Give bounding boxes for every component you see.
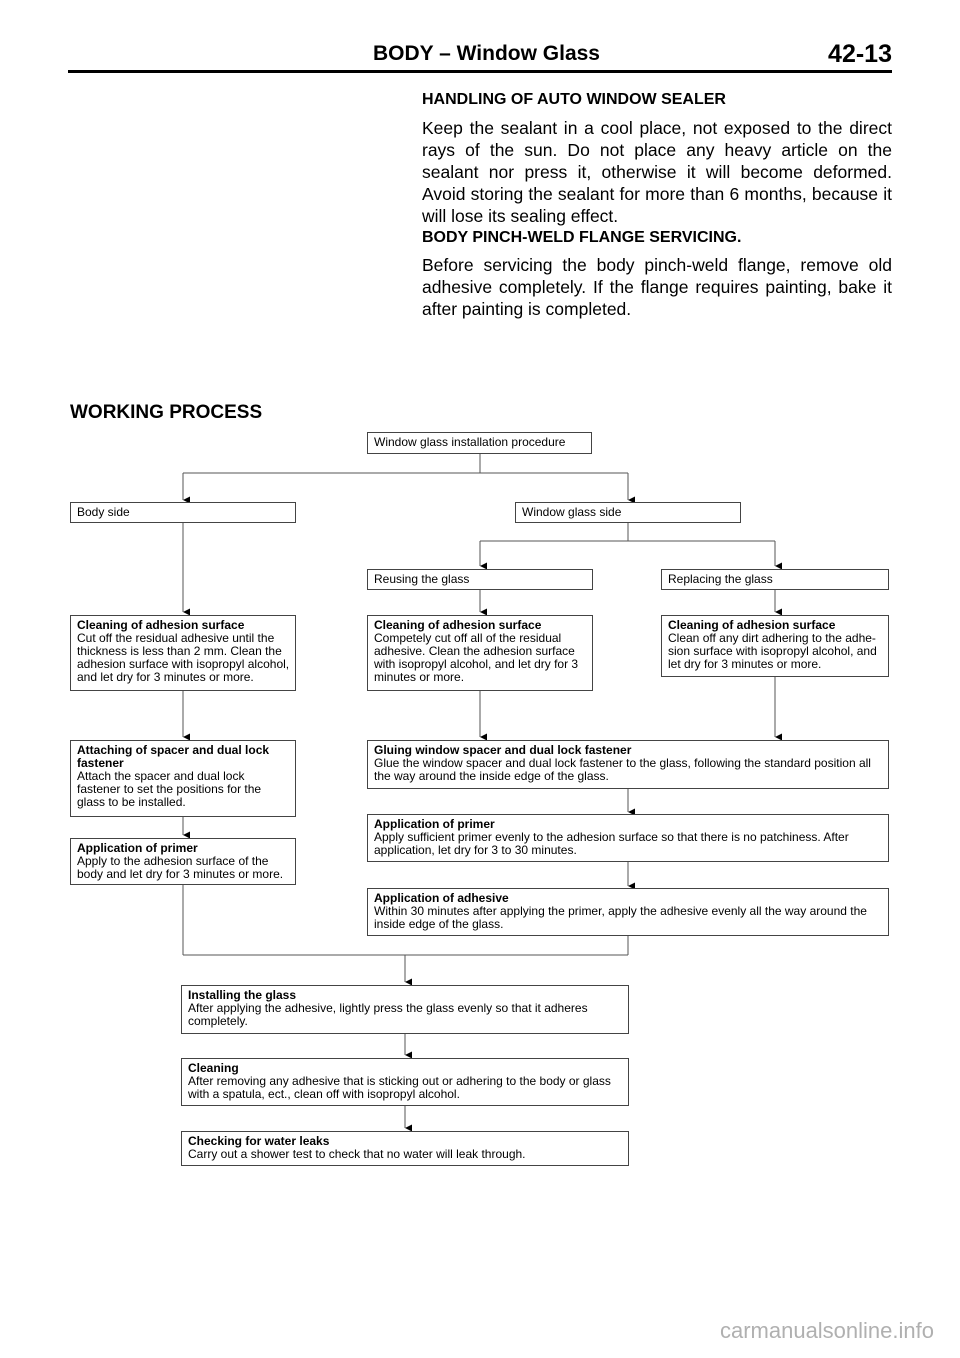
working-process-heading: WORKING PROCESS	[70, 402, 263, 423]
flow-glass-primer-title: Application of primer	[374, 817, 495, 831]
page-number: 42-13	[828, 40, 892, 68]
flow-body-side-label: Body side	[77, 505, 130, 519]
flow-adhesive-title: Application of adhesive	[374, 891, 509, 905]
flow-adhesive-box	[367, 888, 889, 936]
flow-reuse-cleaning-text: Competely cut off all of the residual adhesive. Clean the adhesion surface with isopropyl alcohol, and let dry for 3 minutes or more.	[374, 631, 579, 684]
flow-replacing-box	[661, 569, 889, 590]
flow-attach-spacer-title: Attaching of spacer and dual lock fastener	[77, 743, 270, 770]
flow-body-cleaning-title: Cleaning of adhesion surface	[77, 618, 245, 632]
flow-installing-box	[181, 985, 629, 1034]
flow-glass-primer-text: Apply sufficient primer evenly to the adhesion surface so that there is no patchiness. After application, let dry for 3 to 30 minutes.	[374, 830, 849, 857]
flow-cleaning-text: After removing any adhesive that is sticking out or adhering to the body or glass with a spatula, ect., clean off with isopropyl alcohol.	[188, 1074, 611, 1101]
flow-replace-cleaning-text: Clean off any dirt adhering to the adhe-sion surface with isopropyl alcohol, and let dry for 3 minutes or more.	[668, 631, 877, 671]
flow-body-cleaning-text: Cut off the residual adhesive until the thickness is less than 2 mm. Clean the adhesion surface with isopropyl alcohol, and let dry for 3 minutes or more.	[77, 631, 290, 684]
flow-glass-primer-box	[367, 814, 889, 862]
sealer-paragraph: Keep the sealant in a cool place, not exposed to the direct rays of the sun. Do not place any heavy article on the sealant nor press it, otherwise it will become deformed. Avoid storing the sealant for more than 6 months, because it will lose its sealing effect.	[422, 118, 892, 226]
flow-replace-cleaning-title: Cleaning of adhesion surface	[668, 618, 836, 632]
flow-gluing-text: Glue the window spacer and dual lock fastener to the glass, following the standard position all the way around the inside edge of the glass.	[374, 756, 871, 783]
flow-adhesive-text: Within 30 minutes after applying the primer, apply the adhesive evenly all the way around the inside edge of the glass.	[374, 904, 867, 931]
flow-gluing-box	[367, 740, 889, 789]
page-header-title: BODY – Window Glass	[373, 42, 600, 65]
flow-root-label: Window glass installation procedure	[374, 435, 566, 449]
flange-paragraph: Before servicing the body pinch-weld flange, remove old adhesive completely. If the flange requires painting, bake it after painting is completed.	[422, 255, 892, 319]
flow-body-primer-text: Apply to the adhesion surface of the body and let dry for 3 minutes or more.	[77, 854, 284, 881]
flow-water-leaks-text: Carry out a shower test to check that no water will leak through.	[188, 1147, 526, 1161]
flow-cleaning-title: Cleaning	[188, 1061, 239, 1075]
flow-attach-spacer-box	[70, 740, 296, 817]
flow-water-leaks-title: Checking for water leaks	[188, 1134, 330, 1148]
flow-body-side-box	[70, 502, 296, 523]
flow-root-box	[367, 432, 592, 454]
site-watermark: carmanualsonline.info	[719, 1318, 934, 1343]
flow-body-primer-box	[70, 838, 296, 885]
flow-installing-text: After applying the adhesive, lightly press the glass evenly so that it adheres completely.	[188, 1001, 588, 1028]
flow-installing-title: Installing the glass	[188, 988, 297, 1002]
flow-cleaning-box	[181, 1058, 629, 1106]
flow-reuse-cleaning-title: Cleaning of adhesion surface	[374, 618, 542, 632]
flow-reusing-label: Reusing the glass	[374, 572, 470, 586]
flow-water-leaks-box	[181, 1131, 629, 1166]
flow-replacing-label: Replacing the glass	[668, 572, 773, 586]
flow-reuse-cleaning-box	[367, 615, 593, 691]
flange-heading: BODY PINCH-WELD FLANGE SERVICING.	[422, 229, 742, 246]
flow-body-primer-title: Application of primer	[77, 841, 198, 855]
flow-body-cleaning-box	[70, 615, 296, 691]
flow-attach-spacer-text: Attach the spacer and dual lock fastener to set the positions for the glass to be installed.	[77, 769, 262, 809]
sealer-heading: HANDLING OF AUTO WINDOW SEALER	[422, 91, 726, 108]
flow-glass-side-box	[515, 502, 741, 523]
flow-gluing-title: Gluing window spacer and dual lock fastener	[374, 743, 632, 757]
flow-reusing-box	[367, 569, 593, 590]
flow-replace-cleaning-box	[661, 615, 889, 677]
flow-glass-side-label: Window glass side	[522, 505, 622, 519]
